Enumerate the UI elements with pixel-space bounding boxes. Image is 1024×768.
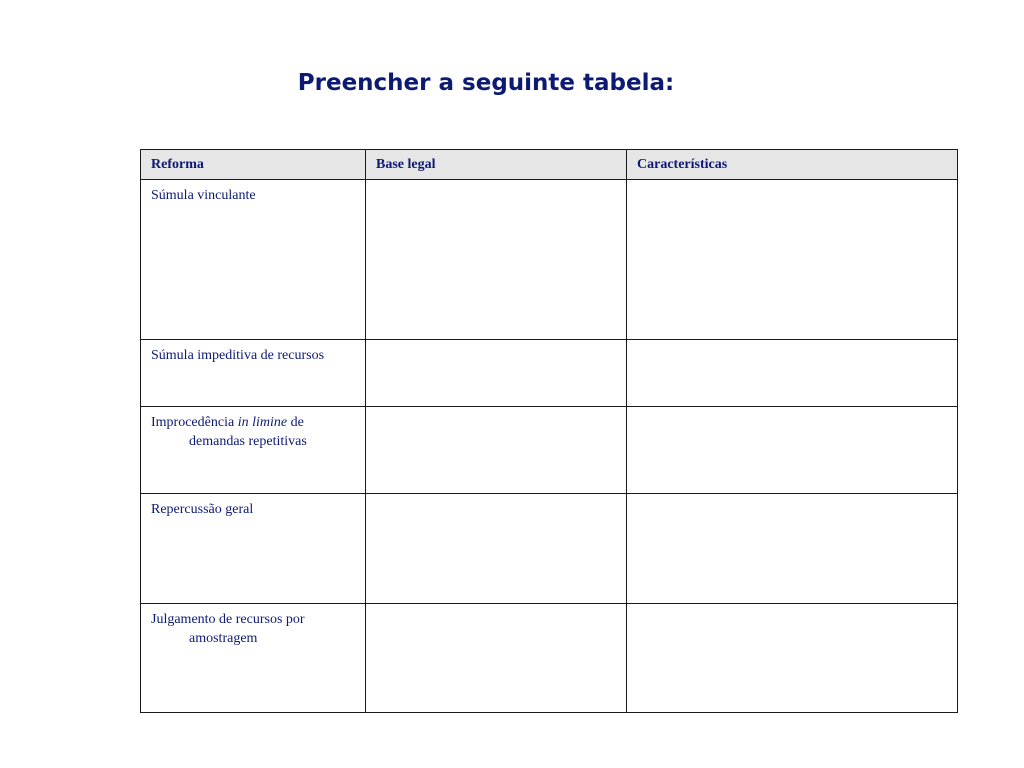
table-row [141, 604, 958, 713]
table-row [141, 340, 958, 407]
header-reforma: Reforma [141, 150, 366, 180]
reforma-label: Repercussão geral [151, 502, 254, 517]
cell-caracteristicas[interactable] [627, 604, 958, 713]
cell-reforma [141, 604, 366, 713]
reforma-label-part: de demandas repetitivas [189, 415, 307, 449]
cell-caracteristicas[interactable] [627, 180, 958, 340]
cell-caracteristicas[interactable] [627, 494, 958, 604]
fill-in-table [140, 149, 958, 713]
reforma-label-italic: in limine [237, 415, 288, 430]
cell-base-legal[interactable] [366, 494, 627, 604]
header-caracteristicas: Características [627, 150, 958, 180]
cell-reforma [141, 340, 366, 407]
cell-caracteristicas[interactable] [627, 340, 958, 407]
cell-caracteristicas[interactable] [627, 407, 958, 494]
reforma-label: Julgamento de recursos por amostragem [151, 612, 305, 646]
page-title: Preencher a seguinte tabela: [297, 70, 675, 96]
cell-reforma [141, 180, 366, 340]
header-base-legal: Base legal [366, 150, 627, 180]
reforma-label [151, 413, 355, 451]
cell-base-legal[interactable] [366, 180, 627, 340]
cell-reforma [141, 494, 366, 604]
reforma-label: Súmula impeditiva de recursos [151, 348, 325, 363]
table-header-row [141, 150, 958, 180]
cell-base-legal[interactable] [366, 340, 627, 407]
cell-base-legal[interactable] [366, 407, 627, 494]
reforma-label: Súmula vinculante [151, 188, 256, 203]
table-row [141, 407, 958, 494]
table-row [141, 494, 958, 604]
cell-base-legal[interactable] [366, 604, 627, 713]
table-row [141, 180, 958, 340]
reforma-label-part: Improcedência [151, 415, 238, 430]
cell-reforma [141, 407, 366, 494]
